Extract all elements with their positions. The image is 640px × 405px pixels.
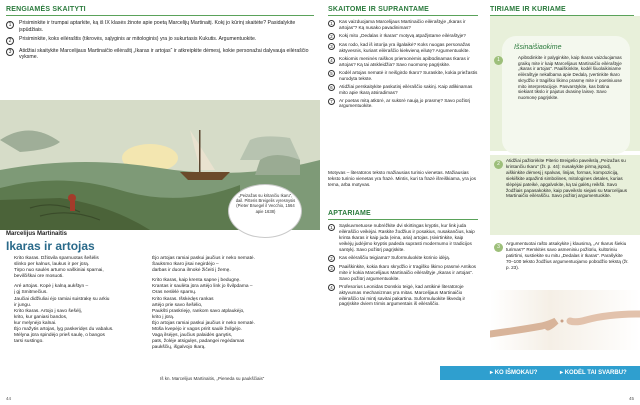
section-divider — [328, 219, 478, 220]
discussion-item — [328, 264, 478, 282]
link-label: KODĖL TAI SVARBU? — [564, 370, 627, 376]
poem-line: pats, žolėje atsigulęs, padangei regėdamas — [152, 339, 245, 345]
reaching-hands-icon — [490, 290, 640, 350]
discussion-number: 3 — [328, 265, 335, 272]
poem-line: Mėlyna jūra spindėjo prieš saulę, o bangos — [14, 333, 105, 339]
poem-line: Vagą ilsėjęs, jaučius palaidės ganytis, — [152, 333, 233, 339]
discussion-text: Profesorius Leonidas Donskio teigė, kad antikinė literatūroje aktyvumas mechanizmas yra mitas. Marcelijaus Martinaičio eilėraščio tai mintį savitai pakartina. Suformuluokite likvedą ir pagrįskite dviem trimis argumentais iš eilėraščio. — [339, 283, 466, 307]
question-item — [328, 70, 478, 82]
task-item — [6, 36, 314, 45]
section-title-aptariame: APTARIAME — [328, 210, 371, 217]
section-divider — [328, 15, 478, 16]
discussion-number: 2 — [328, 255, 335, 262]
poem-line: darbas ir duona ilmokė žičeiti į žemę. — [152, 268, 231, 274]
poem-line: kur melynėjo kalnai. — [14, 320, 57, 326]
discussion-section — [328, 210, 478, 309]
task-badge-2: 2 — [494, 160, 503, 169]
link-label: KO IŠMOKAU? — [494, 370, 538, 376]
poem-author: Marcelijus Martinaitis — [6, 231, 68, 237]
task-number: 2 — [6, 37, 14, 45]
question-item — [328, 98, 478, 110]
question-item — [328, 56, 478, 68]
link-kodel-svarbu[interactable] — [560, 369, 627, 376]
discussion-text: Kas eilėraščiu teigiama? Suformuluokite kūrinio idėją. — [339, 254, 450, 260]
discussion-number: 1 — [328, 224, 335, 231]
task-number: 1 — [6, 21, 14, 29]
preparation-section — [6, 6, 314, 64]
question-item — [328, 84, 478, 96]
poem-line: į gį Smitmečius. — [14, 290, 48, 296]
question-number: 1 — [328, 20, 335, 27]
question-number: 5 — [328, 70, 335, 77]
question-text: Kas rodo, kad iš istorija yra ilgalaikė? Koks nuogas personažas aktyvesnis, kuriant eilėraščio kiekvieną eilutę? Argumentuokite. — [339, 42, 471, 54]
poem-line: tarsi sustingo. — [14, 339, 44, 345]
info-title: Išsinaišiaokime — [514, 44, 562, 51]
poem-line: krito į jūrą. — [152, 314, 175, 320]
task-item — [6, 48, 314, 61]
section-title-skaitome: SKAITOME IR SUPRANTAME — [328, 6, 429, 13]
discussion-number: 4 — [328, 284, 335, 291]
poem-line: Tirpo nuo saulės artumo vaškiniai sparnai, — [14, 268, 104, 274]
question-item — [328, 19, 478, 31]
task-badge-3: 3 — [494, 243, 503, 252]
poem-line: Krito Ikaras, kaip krenta sapne į bedugnę. — [152, 278, 241, 284]
poem-line: krito, kur ganiasi bandos, — [14, 314, 68, 320]
question-text: Kokiomis meninės raiškos priemonėmis apibūdinamas Ikaras ir artojas? Ką tai atskleidžia? Savo nuomonę pagrįskite. — [339, 56, 470, 68]
question-number: 3 — [328, 43, 335, 50]
poem-title: Ikaras ir artojas — [6, 239, 95, 253]
arrow-right-icon: ▸ — [490, 370, 495, 376]
discussion-item — [328, 223, 478, 253]
poem-line: artėjo prie savo šešėlio, — [152, 302, 203, 308]
research-task-3: Argumentuotai rašto atsakykite į klausimą, „Ar Ikarus šiekiu turimas?“ Remkitės savo asmeniniu požiūriu, kultūriniu patirtimi, sustiekite su mitu „Dedalas ir Ikaras“. Parašykite 70–100 teksto žodžius argumentuojamo pobūdžio tekstą (žr. p. 23). — [506, 241, 629, 270]
link-ko-ismokau[interactable] — [490, 369, 537, 376]
page-number-right: 45 — [628, 396, 634, 401]
question-text: Ar poetas mitą atkūrė, ar sukūrė naują jo prasmę? Savo požiūrį argumentuokite. — [339, 97, 471, 109]
poem-line: Krito Ikaras. Artojo į savo šešėlį, — [14, 308, 82, 314]
poem-line: Krito Ikaras. Išskėdęs rankas — [152, 296, 214, 302]
poem-line: Ėjo artojas ramiai paskui jaučius ir neko nematė. — [152, 320, 255, 326]
page-number-left: 44 — [6, 396, 12, 401]
poem-line: Krantas ir saulėta jūra artėjo link jo švilpdama – — [152, 284, 253, 290]
painting-caption: „Peizažas su kritančiu Ikaru“, dail. Pitteris Breigelis vyresnysis (Pieter Bruegel il Vecchio, 1564 apie 1638) — [228, 184, 302, 238]
question-text: Atidžiai perskaitykite paskutinį eilėraščio sakinį. Kaip atlikinamas mito apie Ikarą atsiradimas? — [339, 83, 473, 95]
task-text: Atidžiai skaitykite Marcelijaus Martinaičio eilėraštį „Ikaras ir artojas“ ir atkreipkite dėmesį, kokie personažai dalyvauja eilėraščio vyksme. — [19, 47, 309, 61]
question-number: 7 — [328, 98, 335, 105]
poem-column-left — [14, 256, 154, 345]
section-title-tiriame: TIRIAME IR KURIAME — [490, 6, 566, 13]
poem-line: bevilčiškai ore mosuoti. — [14, 274, 64, 280]
research-task-2: Atidžiai pažiūrėkite Piterio Breigelio paveikslą „Peizažas su krintančiu Ikaru“ (žr. p. 44): nusakykite pirmą įspūdį, aiškinkite dėmesį į spalvas, linijas, formas, kompoziciją, siekiškite atpažinti simbolines, mitologines detales, kurias slėpėjai pateikė, apgalvokite, ką tai galėtų reikšti. Savo žodžiais papasakokite, kaip paveikslo siejasi su Marcelijaus Martinaičio eilėraščiu. Savo požiūrį argumentuokite. — [506, 158, 628, 199]
hands-illustration — [490, 290, 640, 350]
question-text: Kokį mito „Dedalas ir Ikaras“ motyvą atpažįstame eilėraštyje? — [339, 32, 466, 38]
right-page — [320, 0, 640, 405]
discussion-text: Paaiškinkite, kokia Ikaro skrydžio ir tragiško likimo prasmė Antikos mite ir kokia Marcelijaus Martinaičio eilėraštyje „Ikaras ir artojas“. Savo požiūrį argumentuokite. — [339, 264, 477, 281]
poem-line: slinko per kalnus, laukus ir per jūrą. — [14, 262, 90, 268]
question-number: 6 — [328, 84, 335, 91]
research-section — [490, 6, 634, 16]
poem-source: Iš kn. Marcelijus Martinaitis, „Pieneda su paukščiais“ — [160, 376, 265, 381]
discussion-text: Sąskuvmetuose nubrėžkite dvi skirtingas kryptis, kur link juda eilėraščio veikėjai. Raskite žodžius ir posakius, nusakančius, kaip krinta Ikaras ir kaip juda (eina, aria) artojas. Įsivirtinkite, kaip veikėjų judėjimo kryptis padeda suprasti modernumo ir tradicijos santykį. Savo požiūrį pagrįskite. — [339, 223, 475, 252]
question-item — [328, 42, 478, 54]
poem-line: Šauksmo Ikaro jisai negirdėjo – — [152, 262, 219, 268]
section-title-rengiames: RENGIAMĖS SKAITYTI — [6, 6, 86, 13]
question-number: 2 — [328, 33, 335, 40]
poem-line: Mūša kvepėjo ir vagos pririt saulė žvilgėjo. — [152, 327, 242, 333]
poem-line: Paukšti praskrieję, rankom savo atplaukėjo, — [152, 308, 245, 314]
task-list — [6, 20, 314, 61]
question-text: Kas vaizduojama Marcelijaus Martinaičio eilėraštyje „Ikaras ir artojas“? Ką nusako pavadinimas? — [339, 19, 466, 30]
poem-line: Ėjo mažytis artojas, lyg paskeridęs du vabalus. — [14, 327, 114, 333]
discussion-item — [328, 284, 478, 308]
poem-line: Krito Ikaras. Džiūvila sparnuotas šešėlis — [14, 256, 99, 261]
question-text: Kodėl artojas nematė ir neišgirdo Ikaro? Suraskite, kokia priežastis nurodyta tekste. — [339, 69, 478, 81]
poem-line: Ėjo artojas ramiai paskui jaučius ir neko nematė. — [152, 256, 255, 261]
poem-line: Oras neslėlė sparnų. — [152, 290, 197, 296]
poem-line: Aré artojas. Kopė į kalną aukštyn – — [14, 284, 89, 290]
task-text: Prisiminkite, koks eilėraštis (tikrovės, sąlyginis ar mitologinis) yra jo sukurtasis Kukutis. Argumentuokite. — [19, 36, 257, 43]
poem-line: Jaučiai didžiuliai ėjo ramiai suistrakę su arkiu — [14, 296, 110, 302]
task-badge-1: 1 — [494, 56, 503, 65]
task-number: 3 — [6, 48, 14, 56]
poem-column-right — [152, 256, 292, 351]
info-text: Apibūdinkite ir palyginkite, kaip Ikaras vaizduojamas graikų mite ir kaip Marcelijaus Martinaičio eilėraštyje „Ikaras ir artojas“. Paaiškinkite, kodėl šiuolaikiniame eilėraštyje nekalbama apie Dedalą. Įvertinkite Ikaro skrydžio ir tragiško likimo prasmę mite ir poetiniuose mito interpretacijoje. Pasvarstykite, kas būtina siekiant tikslo ir pajutus dvasinę laisvę. Savo nuomonę pagrįskite. — [518, 55, 623, 100]
discussion-item — [328, 255, 478, 263]
definition-motyvas: Motyvas – literatūros teksto mažiausias turinio vienetas. Mažiausias teksto turinio vienetas yra frazė. Mintis, kuri ta frazė išreiškiama, yra jos tema, arba motyvas. — [328, 170, 476, 187]
poem-line: ir jungu. — [14, 302, 32, 308]
section-divider — [6, 15, 314, 16]
question-number: 4 — [328, 57, 335, 64]
arrow-right-icon: ▸ — [560, 370, 565, 376]
task-text: Prisiminkite ir trumpai aptarkite, ką iš IX klasės žinote apie poetą Marcelijų Martinaitį. Kokį jo kūrinį skaitėte? Pasidalykite įspūdžiais. — [19, 20, 296, 33]
task-item — [6, 20, 314, 33]
reading-section — [328, 6, 478, 111]
poem-line: paukščių, išgalvojo Ikarą. — [152, 345, 206, 351]
info-box — [502, 36, 630, 154]
question-item — [328, 33, 478, 41]
